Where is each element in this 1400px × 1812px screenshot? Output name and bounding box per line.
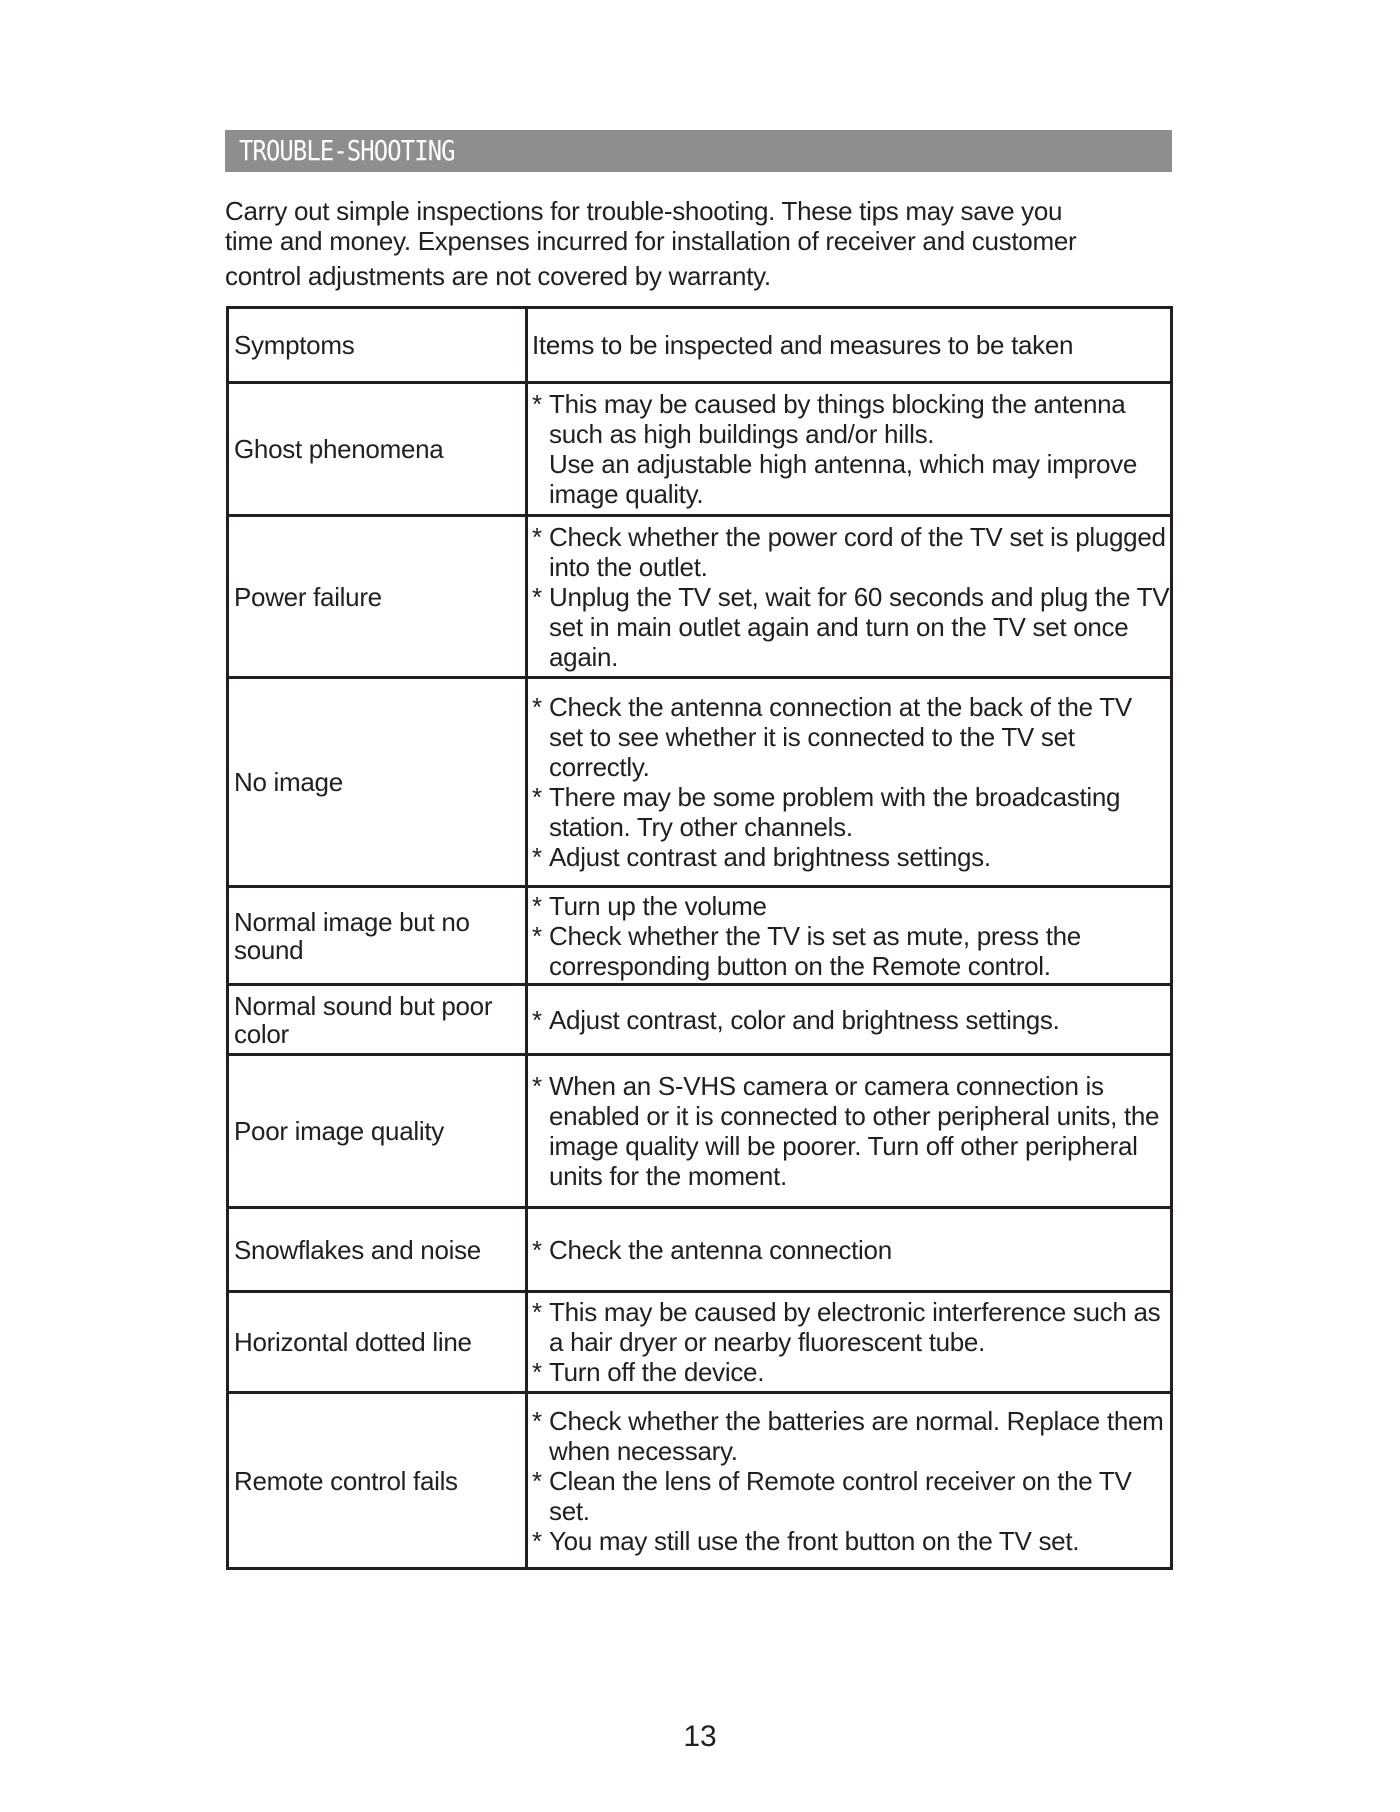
measure-text: Check the antenna connection	[549, 1234, 892, 1265]
table-row	[228, 1055, 1172, 1208]
bullet-asterisk: *	[532, 1004, 542, 1035]
bullet-asterisk: *	[532, 1357, 542, 1387]
table-row	[228, 516, 1172, 678]
measures-cell	[527, 516, 1172, 678]
symptom-cell: Poor image quality	[228, 1055, 527, 1208]
measure-text: Turn off the device.	[549, 1357, 765, 1387]
bullet-asterisk: *	[532, 920, 542, 951]
measure-text: Adjust contrast, color and brightness settings.	[549, 1004, 1060, 1035]
measure-text: You may still use the front button on the TV set.	[549, 1525, 1080, 1556]
measure-text: When an S-VHS camera or camera connection is enabled or it is connected to other peripheral units, the image quality will be poorer. Turn off other peripheral units for the moment.	[549, 1071, 1160, 1191]
table-header-row	[228, 308, 1172, 383]
measure-text: Check the antenna connection at the back of the TV set to see whether it is connected to the TV set correctly.	[549, 692, 1132, 782]
troubleshooting-table	[226, 306, 1173, 1570]
measure-text: Check whether the TV is set as mute, press the corresponding button on the Remote control.	[549, 920, 1081, 981]
bullet-asterisk: *	[532, 1465, 542, 1496]
table-row	[228, 1393, 1172, 1569]
measure-text: Turn up the volume	[549, 890, 767, 921]
intro-line-3: control adjustments are not covered by warranty.	[225, 261, 771, 291]
measure-text: Unplug the TV set, wait for 60 seconds and plug the TV set in main outlet again and turn on the TV set once again.	[549, 581, 1170, 672]
bullet-asterisk: *	[532, 389, 542, 419]
measures-cell	[527, 678, 1172, 887]
symptom-cell: Ghost phenomena	[228, 383, 527, 516]
page-number: 13	[683, 1720, 717, 1753]
table-row	[228, 678, 1172, 887]
symptom-cell: Normal image but no sound	[228, 887, 527, 985]
symptom-cell: Snowflakes and noise	[228, 1208, 527, 1292]
measure-text: This may be caused by electronic interference such as a hair dryer or nearby fluorescent tube.	[549, 1297, 1161, 1357]
measures-cell	[527, 1208, 1172, 1292]
measure-text: Check whether the batteries are normal. Replace them when necessary.	[549, 1405, 1164, 1466]
symptom-cell: Remote control fails	[228, 1393, 527, 1569]
bullet-asterisk: *	[532, 782, 542, 812]
measures-cell	[527, 1393, 1172, 1569]
table-row	[228, 887, 1172, 985]
symptom-cell: Power failure	[228, 516, 527, 678]
symptom-cell: No image	[228, 678, 527, 887]
measure-text: This may be caused by things blocking the antenna such as high buildings and/or hills.	[549, 389, 1126, 449]
measure-text: Adjust contrast and brightness settings.	[549, 842, 991, 872]
measures-cell	[527, 1055, 1172, 1208]
measure-text: Clean the lens of Remote control receiver on the TV set.	[549, 1465, 1132, 1526]
measures-cell	[527, 383, 1172, 516]
intro-line-2: time and money. Expenses incurred for installation of receiver and customer	[225, 226, 1077, 256]
bullet-asterisk: *	[532, 890, 542, 921]
measure-text: There may be some problem with the broadcasting station. Try other channels.	[549, 782, 1121, 842]
bullet-asterisk: *	[532, 1071, 542, 1101]
header-measures: Items to be inspected and measures to be taken	[527, 308, 1172, 383]
measure-text: Check whether the power cord of the TV set is plugged into the outlet.	[549, 521, 1166, 582]
bullet-asterisk: *	[532, 521, 542, 552]
bullet-asterisk: *	[532, 842, 542, 872]
bullet-asterisk: *	[532, 1234, 542, 1265]
table-row	[228, 1208, 1172, 1292]
bullet-asterisk: *	[532, 581, 542, 612]
intro-line-1: Carry out simple inspections for trouble-shooting. These tips may save you	[225, 196, 1063, 226]
section-title: TROUBLE-SHOOTING	[239, 134, 455, 167]
table-row	[228, 985, 1172, 1055]
bullet-asterisk: *	[532, 1525, 542, 1556]
symptom-cell: Horizontal dotted line	[228, 1292, 527, 1393]
measures-cell	[527, 985, 1172, 1055]
measures-cell	[527, 887, 1172, 985]
header-symptoms: Symptoms	[228, 308, 527, 383]
table-row	[228, 383, 1172, 516]
intro-paragraph	[225, 196, 1185, 291]
bullet-asterisk: *	[532, 1405, 542, 1436]
table-row	[228, 1292, 1172, 1393]
measures-cell	[527, 1292, 1172, 1393]
section-header-band	[225, 130, 1172, 172]
measure-text: Use an adjustable high antenna, which may improve image quality.	[549, 449, 1137, 509]
symptom-cell: Normal sound but poor color	[228, 985, 527, 1055]
bullet-asterisk: *	[532, 1297, 542, 1327]
bullet-asterisk: *	[532, 692, 542, 722]
